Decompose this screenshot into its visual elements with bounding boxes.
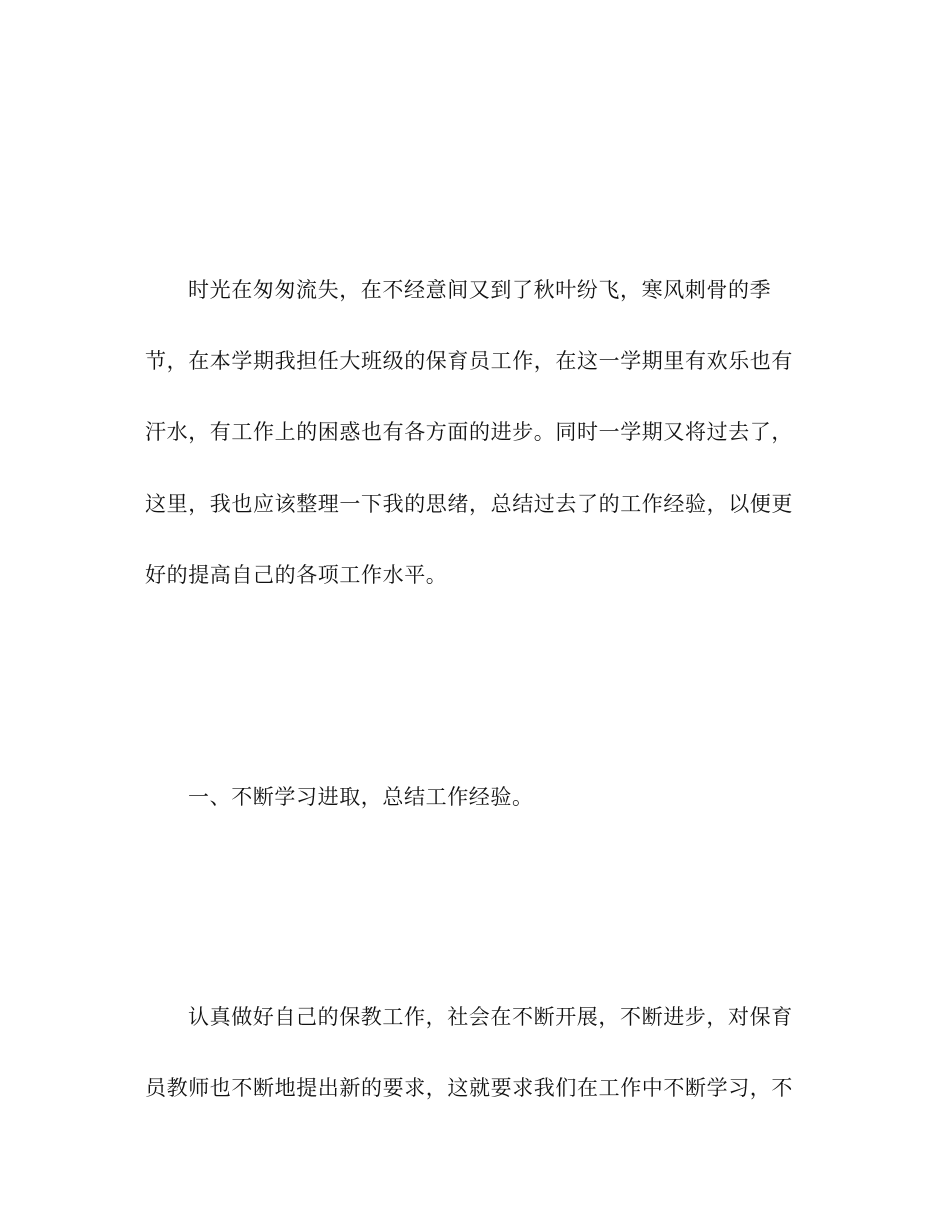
section-heading-1: 一、不断学习进取，总结工作经验。 (188, 785, 534, 809)
paragraph-1-line-5: 好的提高自己的各项工作水平。 (145, 563, 448, 587)
paragraph-1-line-4: 这里，我也应该整理一下我的思绪，总结过去了的工作经验，以便更 (145, 492, 793, 516)
paragraph-1-line-2: 节，在本学期我担任大班级的保育员工作，在这一学期里有欢乐也有 (145, 349, 793, 373)
paragraph-2-line-1: 认真做好自己的保教工作，社会在不断开展，不断进步，对保育 (188, 1005, 793, 1029)
paragraph-1-line-1: 时光在匆匆流失，在不经意间又到了秋叶纷飞，寒风刺骨的季 (188, 278, 772, 302)
paragraph-1-line-3: 汗水，有工作上的困惑也有各方面的进步。同时一学期又将过去了， (145, 420, 793, 444)
paragraph-2-line-2: 员教师也不断地提出新的要求，这就要求我们在工作中不断学习，不 (145, 1076, 793, 1100)
